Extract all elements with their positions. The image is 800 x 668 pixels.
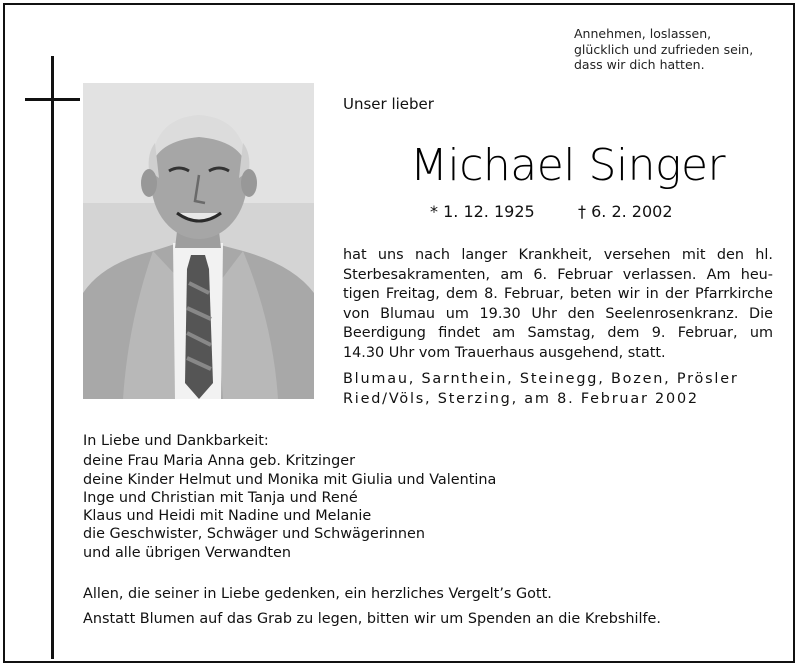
mourners-list	[83, 432, 496, 562]
announcement-line: Sterbesakramenten, am 6. Februar verlassen. Am heu-	[343, 266, 773, 283]
announcement-line: Beerdigung findet am Samstag, dem 9. Februar, um	[343, 325, 773, 341]
portrait-photo	[83, 83, 314, 399]
announcement-text	[343, 246, 773, 363]
birth-date: * 1. 12. 1925	[430, 202, 535, 221]
motto-verse	[574, 26, 774, 73]
mourners-heading: In Liebe und Dankbarkeit:	[83, 433, 269, 449]
announcement-line: hat uns nach langer Krankheit, versehen mit den hl.	[343, 247, 773, 263]
mourner-entry: deine Kinder Helmut und Monika mit Giulia und Valentina	[83, 471, 497, 488]
death-date: † 6. 2. 2002	[578, 202, 673, 221]
cross-icon-bar	[25, 98, 80, 101]
cross-icon	[51, 56, 54, 659]
places-and-date	[343, 370, 739, 409]
announcement-line: tigen Freitag, dem 8. Februar, beten wir in der Pfarrkirche	[343, 286, 773, 302]
closing-notes	[83, 582, 661, 632]
motto-line: Annehmen, loslassen,	[574, 26, 712, 41]
intro-text: Unser lieber	[343, 95, 434, 113]
life-dates	[430, 202, 673, 221]
donation-line: Anstatt Blumen auf das Grab zu legen, bitten wir um Spenden an die Krebshilfe.	[83, 611, 661, 627]
places-line: Blumau, Sarnthein, Steinegg, Bozen, Prösler	[343, 371, 739, 387]
announcement-line: von Blumau um 19.30 Uhr den Seelenrosenkranz. Die	[343, 305, 773, 322]
motto-line: dass wir dich hatten.	[574, 57, 705, 72]
announcement-line: 14.30 Uhr vom Trauerhaus ausgehend, statt.	[343, 344, 666, 361]
thanks-line: Allen, die seiner in Liebe gedenken, ein herzliches Vergelt’s Gott.	[83, 586, 552, 602]
mourner-entry: Inge und Christian mit Tanja und René	[83, 489, 358, 506]
mourner-entry: die Geschwister, Schwäger und Schwägerinnen	[83, 526, 425, 543]
motto-line: glücklich und zufrieden sein,	[574, 41, 754, 57]
mourner-entry: und alle übrigen Verwandten	[83, 544, 292, 561]
mourner-entry: deine Frau Maria Anna geb. Kritzinger	[83, 453, 356, 470]
mourner-entry: Klaus und Heidi mit Nadine und Melanie	[83, 508, 372, 525]
places-line: Ried/Völs, Sterzing, am 8. Februar 2002	[343, 390, 699, 407]
deceased-name: Michael Singer	[410, 140, 726, 191]
